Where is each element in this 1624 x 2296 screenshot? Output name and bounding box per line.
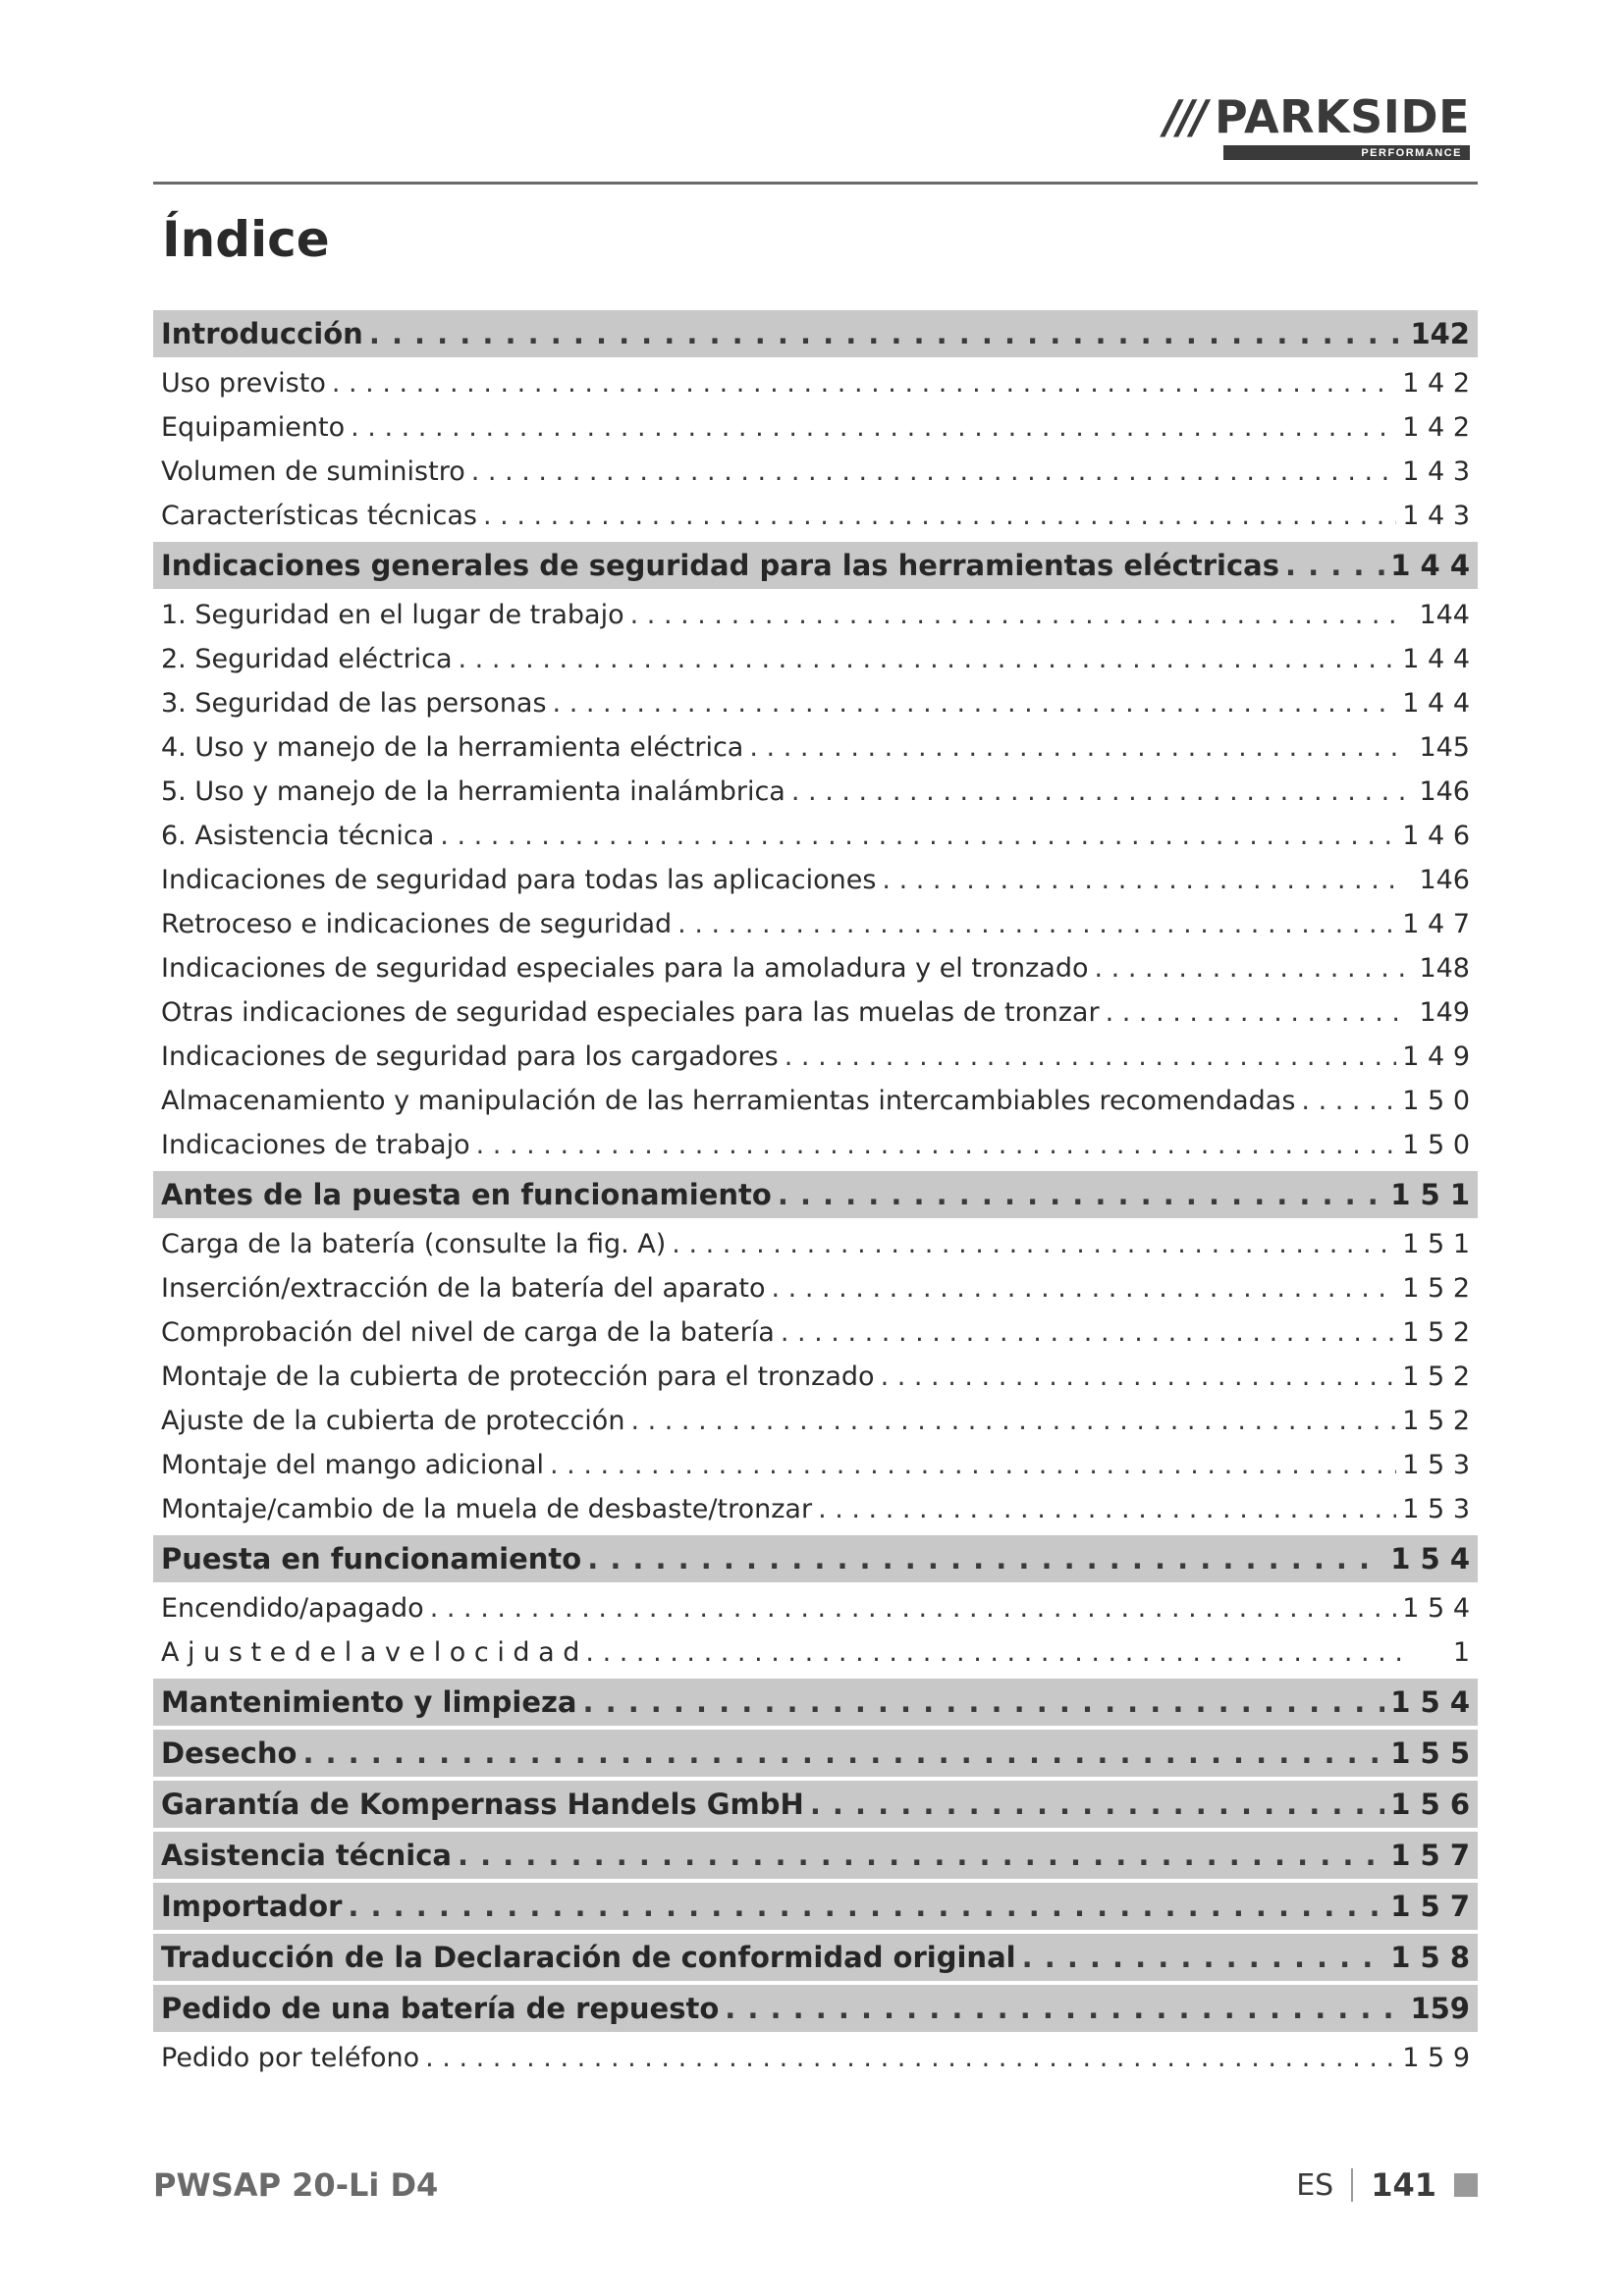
toc-entry-title: Mantenimiento y limpieza xyxy=(161,1685,577,1719)
toc-page-number: 1 5 1 xyxy=(1402,1229,1470,1259)
toc-entry-title: Inserción/extracción de la batería del aparato xyxy=(161,1273,766,1304)
toc-page-number: 1 4 4 xyxy=(1402,688,1470,719)
toc-entry-title: Uso previsto xyxy=(161,368,326,399)
toc-page-number: 1 4 4 xyxy=(1390,549,1470,582)
toc-entry-title: Montaje/cambio de la muela de desbaste/tronzar xyxy=(161,1494,813,1524)
toc-entry[interactable] xyxy=(153,1630,1478,1675)
toc-dot-leader xyxy=(818,1487,1396,1531)
toc-dot-leader xyxy=(1301,1079,1396,1123)
toc-entry-title: Carga de la batería (consulte la fig. A) xyxy=(161,1229,667,1259)
toc-dot-leader xyxy=(630,1399,1396,1443)
toc-entry[interactable] xyxy=(153,1310,1478,1355)
toc-dot-leader xyxy=(553,681,1397,725)
toc-entry[interactable] xyxy=(153,450,1478,494)
toc-section-heading[interactable] xyxy=(153,1883,1478,1930)
toc-page-number: 146 xyxy=(1419,865,1470,895)
toc-section-heading[interactable] xyxy=(153,542,1478,589)
toc-entry-title: Indicaciones de seguridad para los cargadores xyxy=(161,1041,779,1072)
logo-slashes: /// xyxy=(1164,90,1205,143)
toc-page-number: 1 4 2 xyxy=(1402,412,1470,443)
toc-page-number: 1 4 9 xyxy=(1402,1041,1470,1072)
toc-entry[interactable] xyxy=(153,1123,1478,1167)
toc-entry-title: Antes de la puesta en funcionamiento xyxy=(161,1178,772,1211)
toc-entry-title: Indicaciones de seguridad para todas las aplicaciones xyxy=(161,865,877,895)
logo-subline: PERFORMANCE xyxy=(1223,145,1470,160)
toc-entry[interactable] xyxy=(153,858,1478,902)
toc-entry-title: Indicaciones de trabajo xyxy=(161,1130,470,1160)
toc-dot-leader xyxy=(781,1310,1396,1355)
toc-entry-title: Características técnicas xyxy=(161,501,477,531)
toc-entry-title: Equipamiento xyxy=(161,412,346,443)
toc-page-number: 1 5 3 xyxy=(1402,1494,1470,1524)
toc-entry[interactable] xyxy=(153,1035,1478,1079)
toc-page-number: 1 4 4 xyxy=(1402,644,1470,674)
toc-entry[interactable] xyxy=(153,1355,1478,1399)
toc-page-number: 1 5 7 xyxy=(1390,1839,1470,1872)
toc-dot-leader xyxy=(778,1171,1384,1218)
toc-section-heading[interactable] xyxy=(153,1535,1478,1582)
toc-page-number: 1 5 5 xyxy=(1390,1736,1470,1770)
toc-page-number: 1 5 0 xyxy=(1402,1086,1470,1116)
toc-dot-leader xyxy=(471,450,1397,494)
toc-dot-leader xyxy=(348,1883,1384,1930)
toc-dot-leader xyxy=(677,902,1396,946)
toc-section-heading[interactable] xyxy=(153,1679,1478,1726)
toc-section-heading[interactable] xyxy=(153,1781,1478,1828)
footer-language: ES xyxy=(1296,2167,1334,2203)
toc-entry-title: Ajuste de la cubierta de protección xyxy=(161,1406,625,1436)
toc-entry[interactable] xyxy=(153,1399,1478,1443)
toc-entry-title: Garantía de Kompernass Handels GmbH xyxy=(161,1788,804,1821)
toc-entry[interactable] xyxy=(153,946,1478,990)
toc-page-number: 1 xyxy=(1452,1637,1470,1668)
toc-page-number: 148 xyxy=(1419,953,1470,984)
toc-page-number: 144 xyxy=(1419,600,1470,630)
toc-dot-leader xyxy=(749,725,1405,770)
footer-page-number: 141 xyxy=(1371,2166,1436,2204)
toc-dot-leader xyxy=(785,1035,1397,1079)
toc-section-heading[interactable] xyxy=(153,1730,1478,1777)
toc-dot-leader xyxy=(630,593,1405,637)
toc-dot-leader xyxy=(1095,946,1406,990)
footer-square-icon xyxy=(1454,2173,1478,2197)
toc-entry[interactable] xyxy=(153,494,1478,538)
toc-entry-title: Asistencia técnica xyxy=(161,1839,452,1872)
table-of-contents xyxy=(153,306,1478,2080)
toc-page-number: 1 5 4 xyxy=(1390,1542,1470,1575)
toc-dot-leader xyxy=(1022,1934,1385,1981)
toc-entry-title: 6. Asistencia técnica xyxy=(161,821,435,851)
toc-entry-title: Puesta en funcionamiento xyxy=(161,1542,582,1575)
toc-page-number: 1 4 3 xyxy=(1402,501,1470,531)
toc-entry-title: 3. Seguridad de las personas xyxy=(161,688,547,719)
toc-entry-title: Comprobación del nivel de carga de la batería xyxy=(161,1317,775,1348)
toc-entry[interactable] xyxy=(153,902,1478,946)
toc-entry-title: Pedido por teléfono xyxy=(161,2043,420,2073)
toc-entry-title: 1. Seguridad en el lugar de trabajo xyxy=(161,600,624,630)
toc-entry-title: 5. Uso y manejo de la herramienta inalámbrica xyxy=(161,776,785,807)
toc-dot-leader xyxy=(483,494,1396,538)
toc-page-number: 1 5 2 xyxy=(1402,1273,1470,1304)
toc-dot-leader xyxy=(332,361,1396,405)
toc-dot-leader xyxy=(550,1443,1396,1487)
toc-dot-leader xyxy=(810,1781,1384,1828)
toc-entry[interactable] xyxy=(153,637,1478,681)
toc-page-number: 1 5 6 xyxy=(1390,1788,1470,1821)
toc-entry-title: Importador xyxy=(161,1890,343,1923)
toc-section-heading[interactable] xyxy=(153,310,1478,357)
toc-page-number: 1 5 7 xyxy=(1390,1890,1470,1923)
toc-entry-title: Indicaciones generales de seguridad para las herramientas eléctricas xyxy=(161,549,1279,582)
toc-entry[interactable] xyxy=(153,1586,1478,1630)
toc-entry-title: 2. Seguridad eléctrica xyxy=(161,644,453,674)
toc-entry[interactable] xyxy=(153,1222,1478,1266)
toc-page-number: 142 xyxy=(1410,317,1470,350)
toc-dot-leader xyxy=(430,1586,1397,1630)
toc-page-number: 145 xyxy=(1419,732,1470,763)
toc-dot-leader xyxy=(440,814,1396,858)
toc-entry-title: 4. Uso y manejo de la herramienta eléctrica xyxy=(161,732,744,763)
toc-dot-leader xyxy=(369,310,1405,357)
toc-dot-leader xyxy=(791,770,1405,814)
toc-dot-leader xyxy=(302,1730,1384,1777)
toc-entry-title: Introducción xyxy=(161,317,363,350)
footer-page-info xyxy=(1296,2166,1478,2204)
toc-section-heading[interactable] xyxy=(153,1832,1478,1879)
toc-page-number: 1 4 6 xyxy=(1402,821,1470,851)
toc-entry-title: Retroceso e indicaciones de seguridad xyxy=(161,909,673,939)
toc-section-heading[interactable] xyxy=(153,1171,1478,1218)
toc-entry-title: Almacenamiento y manipulación de las herramientas intercambiables recomendadas xyxy=(161,1086,1296,1116)
toc-page-number: 1 5 2 xyxy=(1402,1362,1470,1392)
toc-page-number: 1 5 2 xyxy=(1402,1406,1470,1436)
parkside-logo xyxy=(1164,90,1470,160)
footer-separator xyxy=(1351,2168,1353,2202)
toc-section-heading[interactable] xyxy=(153,1934,1478,1981)
page-title: Índice xyxy=(162,211,330,268)
toc-entry[interactable] xyxy=(153,1443,1478,1487)
toc-entry[interactable] xyxy=(153,1487,1478,1531)
toc-page-number: 1 5 8 xyxy=(1390,1941,1470,1974)
toc-dot-leader xyxy=(771,1266,1396,1310)
toc-dot-leader xyxy=(476,1123,1397,1167)
toc-page-number: 1 5 1 xyxy=(1390,1178,1470,1211)
toc-entry-title: Montaje del mango adicional xyxy=(161,1450,544,1480)
toc-page-number: 1 5 2 xyxy=(1402,1317,1470,1348)
toc-entry-title: Indicaciones de seguridad especiales para la amoladura y el tronzado xyxy=(161,953,1089,984)
toc-dot-leader xyxy=(1285,542,1384,589)
toc-entry[interactable] xyxy=(153,1079,1478,1123)
logo-wordmark xyxy=(1164,90,1470,143)
toc-dot-leader xyxy=(587,1535,1384,1582)
toc-entry[interactable] xyxy=(153,2036,1478,2080)
toc-page-number: 159 xyxy=(1410,1992,1470,2025)
toc-page-number: 1 4 3 xyxy=(1402,456,1470,487)
toc-dot-leader xyxy=(582,1679,1384,1726)
toc-entry[interactable] xyxy=(153,814,1478,858)
toc-entry-title: Pedido de una batería de repuesto xyxy=(161,1992,720,2025)
toc-entry[interactable] xyxy=(153,770,1478,814)
toc-entry-title: A j u s t e d e l a v e l o c i d a d xyxy=(161,1637,580,1668)
toc-entry-title: Volumen de suministro xyxy=(161,456,465,487)
toc-entry[interactable] xyxy=(153,361,1478,405)
toc-entry-title: Desecho xyxy=(161,1736,298,1770)
toc-page-number: 149 xyxy=(1419,997,1470,1028)
toc-dot-leader xyxy=(725,1985,1404,2032)
toc-page-number: 1 5 4 xyxy=(1402,1593,1470,1624)
toc-entry[interactable] xyxy=(153,681,1478,725)
toc-entry[interactable] xyxy=(153,593,1478,637)
toc-dot-leader xyxy=(459,637,1397,681)
toc-dot-leader xyxy=(351,405,1396,450)
toc-dot-leader xyxy=(882,858,1405,902)
toc-dot-leader xyxy=(1106,990,1405,1035)
toc-entry-title: Otras indicaciones de seguridad especiales para las muelas de tronzar xyxy=(161,997,1100,1028)
toc-page-number: 1 4 7 xyxy=(1402,909,1470,939)
toc-page-number: 1 5 0 xyxy=(1402,1130,1470,1160)
toc-entry[interactable] xyxy=(153,990,1478,1035)
toc-page-number: 1 4 2 xyxy=(1402,368,1470,399)
toc-page-number: 1 5 9 xyxy=(1402,2043,1470,2073)
toc-page-number: 1 5 3 xyxy=(1402,1450,1470,1480)
toc-entry[interactable] xyxy=(153,725,1478,770)
toc-dot-leader xyxy=(881,1355,1397,1399)
header-divider xyxy=(153,182,1478,185)
logo-brand: PARKSIDE xyxy=(1214,90,1470,143)
toc-entry-title: Montaje de la cubierta de protección para el tronzado xyxy=(161,1362,875,1392)
toc-page-number: 146 xyxy=(1419,776,1470,807)
toc-entry[interactable] xyxy=(153,405,1478,450)
toc-dot-leader xyxy=(458,1832,1384,1879)
toc-dot-leader xyxy=(672,1222,1396,1266)
toc-section-heading[interactable] xyxy=(153,1985,1478,2032)
toc-dot-leader xyxy=(425,2036,1396,2080)
toc-entry-title: Traducción de la Declaración de conformidad original xyxy=(161,1941,1016,1974)
toc-entry[interactable] xyxy=(153,1266,1478,1310)
toc-dot-leader xyxy=(585,1630,1405,1675)
toc-page-number: 1 5 4 xyxy=(1390,1685,1470,1719)
footer-model: PWSAP 20-Li D4 xyxy=(153,2166,439,2204)
toc-entry-title: Encendido/apagado xyxy=(161,1593,424,1624)
